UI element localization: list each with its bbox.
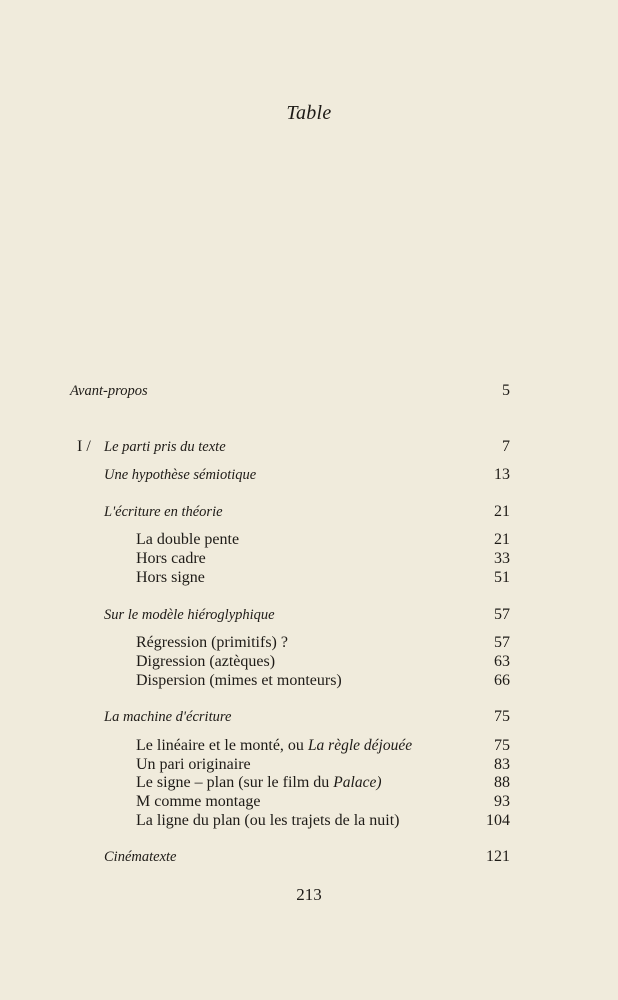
toc-entry-label: La ligne du plan (ou les trajets de la nuit) — [136, 812, 400, 829]
toc-entry-label: Une hypothèse sémiotique — [104, 467, 257, 483]
toc-entry-label: La machine d'écriture — [104, 709, 232, 725]
toc-subentry — [0, 530, 618, 550]
toc-subentry — [0, 755, 618, 775]
toc-page-number: 51 — [494, 569, 510, 586]
toc-entry-label: Un pari originaire — [136, 756, 251, 773]
toc-section — [0, 847, 618, 867]
toc-entry-label: La double pente — [136, 531, 240, 548]
toc-page-number: 75 — [494, 737, 510, 754]
toc-subentry — [0, 549, 618, 569]
toc-entry-label: Régression (primitifs) ? — [136, 634, 288, 651]
toc-entry-label: Avant-propos — [70, 383, 148, 399]
toc-section — [0, 707, 618, 727]
entry-text: ) — [376, 774, 382, 791]
toc-part-1 — [0, 437, 618, 457]
toc-subentry — [0, 773, 618, 793]
toc-page-number: 75 — [494, 708, 510, 725]
toc-page-number: 13 — [494, 466, 510, 483]
toc-entry-label: Cinématexte — [104, 849, 177, 865]
toc-page-number: 21 — [494, 503, 510, 520]
toc-section — [0, 605, 618, 625]
toc-page-number: 104 — [486, 812, 510, 829]
toc-page-number: 21 — [494, 531, 510, 548]
toc-page-number: 63 — [494, 653, 510, 670]
toc-page-number: 57 — [494, 634, 510, 651]
toc-section — [0, 465, 618, 485]
toc-entry-label: Hors cadre — [136, 550, 206, 567]
toc-page-number: 88 — [494, 774, 510, 791]
entry-text: Le linéaire et le monté, ou — [136, 737, 308, 754]
toc-subentry — [0, 671, 618, 691]
toc-entry-label: Le parti pris du texte — [104, 439, 226, 455]
toc-entry-avant-propos — [0, 381, 618, 401]
toc-page-number: 57 — [494, 606, 510, 623]
toc-page-number: 121 — [486, 848, 510, 865]
toc-subentry — [0, 652, 618, 672]
toc-entry-label: Digression (aztèques) — [136, 653, 276, 670]
toc-page-number: 66 — [494, 672, 510, 689]
toc-entry-label — [136, 773, 382, 793]
entry-italic-title: La règle déjouée — [307, 737, 413, 754]
part-numeral: I / — [77, 438, 91, 455]
toc-subentry — [0, 568, 618, 588]
entry-italic-title: Palace — [333, 774, 377, 791]
toc-subentry — [0, 736, 618, 756]
toc-page-number: 33 — [494, 550, 510, 567]
toc-entry-label: L'écriture en théorie — [104, 504, 223, 520]
toc-page-number: 93 — [494, 793, 510, 810]
toc-subentry — [0, 811, 618, 831]
folio-page-number: 213 — [296, 885, 322, 904]
toc-subentry — [0, 792, 618, 812]
toc-entry-label: Hors signe — [136, 569, 205, 586]
entry-text: Le signe – plan (sur le film du — [136, 774, 334, 791]
toc-page-number: 7 — [502, 438, 510, 455]
page-title: Table — [286, 102, 332, 124]
toc-entry-label: Dispersion (mimes et monteurs) — [136, 672, 342, 689]
toc-page-number: 5 — [502, 382, 510, 399]
toc-entry-label: Sur le modèle hiéroglyphique — [104, 607, 275, 623]
toc-page-number: 83 — [494, 756, 510, 773]
toc-entry-label: M comme montage — [136, 793, 261, 810]
toc-subentry — [0, 633, 618, 653]
toc-entry-label — [136, 736, 412, 756]
toc-section — [0, 502, 618, 522]
